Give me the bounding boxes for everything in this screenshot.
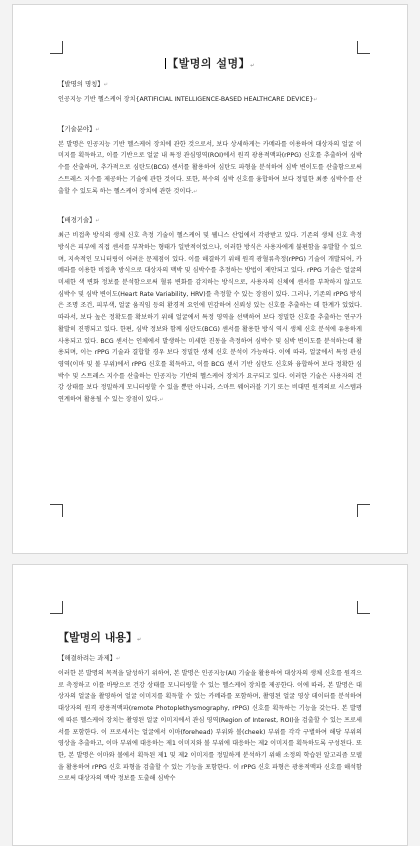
section-heading-problem: 【해결하려는 과제】↵	[58, 654, 121, 662]
crop-mark	[357, 41, 370, 54]
paragraph-problem: 이러한 본 발명의 목적을 달성하기 위하여, 본 발명은 인공지능(AI) 기술을 활용하여 대상자의 생체 신호를 원격으로 측정하고 이를 바탕으로 건강 상태를 모니터링할 수 있는 헬스케어 장치를 제공한다. 이에 따라, 본 발명은 대상자의 얼굴을 촬영하여 얼굴 이미지를 획득할 수 있는 카메라를 포함하며, 촬영된 얼굴 영상 데이터를 분석하여 대상자의 원격 광용적맥파(remote Photoplethysmography, rPPG) 신호를 획득하는 기능을 갖는다. 본 발명에 따른 헬스케어 장치는 촬영된 얼굴 이미지에서 관심 영역(Region of Interest, ROI)을 검출할 수 있는 프로세서를 포함한다. 이 프로세서는 얼굴에서 이마(forehead) 부위와 볼(cheek) 부위를 각각 구별하여 해당 부위의 영상을 추출하고, 이마 부위에 대응하는 제1 이미지와 볼 부위에 대응하는 제2 이미지를 획득하도록 구성된다. 또한, 본 발명은 이마와 볼에서 획득된 제1 및 제2 이미지를 정밀하게 분석하기 위해 소정의 학습된 알고리즘 모델을 활용하여 rPPG 신호 파형을 검출할 수 있는 기능을 포함한다. 이 rPPG 신호 파형은 광용적맥파 신호를 해석함으로써 대상자의 맥박 정보를 도출해 심박수	[58, 670, 362, 783]
crop-mark	[50, 504, 63, 517]
section-heading-invention-name: 【발명의 명칭】↵	[58, 80, 108, 88]
section-heading-background: 【배경기술】↵	[58, 216, 100, 225]
page-content[interactable]	[58, 55, 362, 407]
paragraph-invention-name: 인공지능 기반 헬스케어 장치{ARTIFICIAL INTELLIGENCE-BASED HEALTHCARE DEVICE}↵	[58, 96, 318, 103]
crop-mark	[50, 601, 63, 614]
paragraph-field: 본 발명은 인공지능 기반 헬스케어 장치에 관한 것으로서, 보다 상세하게는 카메라를 이용하여 대상자의 얼굴 이미지를 획득하고, 이를 기반으로 얼굴 내 특정 관심영역(ROI)에서 원격 광용적맥파(rPPG) 신호를 추출하여 심박수를 산출하며, 추가적으로 심탄도(BCG) 센서를 활용하여 심탄도 파형을 분석하여 심박 변이도를 산출함으로써 스트레스 지수를 제공하는 기술에 관한 것이다. 또한, 복수의 심박 신호를 융합하여 보다 정밀한 최종 심박수를 산출할 수 있도록 하는 헬스케어 장치에 관한 것이다.↵	[58, 140, 362, 195]
crop-mark	[357, 601, 370, 614]
text-cursor	[165, 58, 166, 69]
crop-mark	[357, 504, 370, 517]
paragraph-background: 최근 비접촉 방식의 생체 신호 측정 기술이 헬스케어 및 웰니스 산업에서 각광받고 있다. 기존의 생체 신호 측정 방식은 피부에 직접 센서를 부착하는 형태가 일반적이었으나, 이러한 방식은 사용자에게 불편함을 유발할 수 있으며, 지속적인 모니터링이 어려운 문제점이 있다. 이를 해결하기 위해 원격 광혈류측정(rPPG) 기술이 개발되어, 카메라를 이용한 비접촉 방식으로 대상자의 맥박 및 심박수를 추정하는 방법이 제안되고 있다. rPPG 기술은 얼굴의 미세한 색 변화 정보를 분석함으로써 혈류 변화를 감지하는 방식으로, 사용자의 신체에 센서를 부착하지 않고도 심박수 및 심박 변이도(Heart Rate Variability, HRV)를 측정할 수 있는 장점이 있다. 그러나, 기존의 rPPG 방식은 조명 조건, 피부색, 얼굴 움직임 등의 환경적 요인에 민감하여 신뢰성 있는 신호를 추출하는 데 한계가 있었다. 따라서, 보다 높은 정확도를 확보하기 위해 얼굴에서 특정 영역을 선택하여 보다 정밀한 신호를 추출하는 연구가 활발히 진행되고 있다. 한편, 심박 정보와 함께 심탄도(BCG) 센서를 활용한 방식 역시 생체 신호 분석에 유용하게 사용되고 있다. BCG 센서는 인체에서 발생하는 미세한 진동을 측정하여 심박수 및 심박 변이도를 분석하는데 활용되며, 이는 rPPG 기술과 결합할 경우 보다 정밀한 생체 신호 분석이 가능하다. 이에 따라, 얼굴에서 특정 관심 영역(이마 및 볼 부위)에서 rPPG 신호를 획득하고, 이를 BCG 센서 기반 심탄도 신호와 융합하여 보다 정확한 심박수 및 스트레스 지수를 산출하는 인공지능 기반의 헬스케어 장치가 요구되고 있다. 이러한 기술은 사용자의 건강 상태를 보다 정밀하게 모니터링할 수 있을 뿐만 아니라, 스마트 웨어러블 기기 또는 비대면 원격의료 시스템과 연계하여 활용될 수 있는 장점이 있다.↵	[58, 232, 362, 404]
section-heading-field: 【기술분야】↵	[58, 124, 100, 133]
page-title: 【발명의 설명】↵	[167, 57, 255, 70]
document-page-2	[12, 564, 408, 846]
page-content[interactable]	[58, 625, 362, 785]
document-page-1	[12, 4, 408, 554]
crop-mark	[50, 41, 63, 54]
section-title-invention-content: 【발명의 내용】↵	[58, 631, 142, 644]
